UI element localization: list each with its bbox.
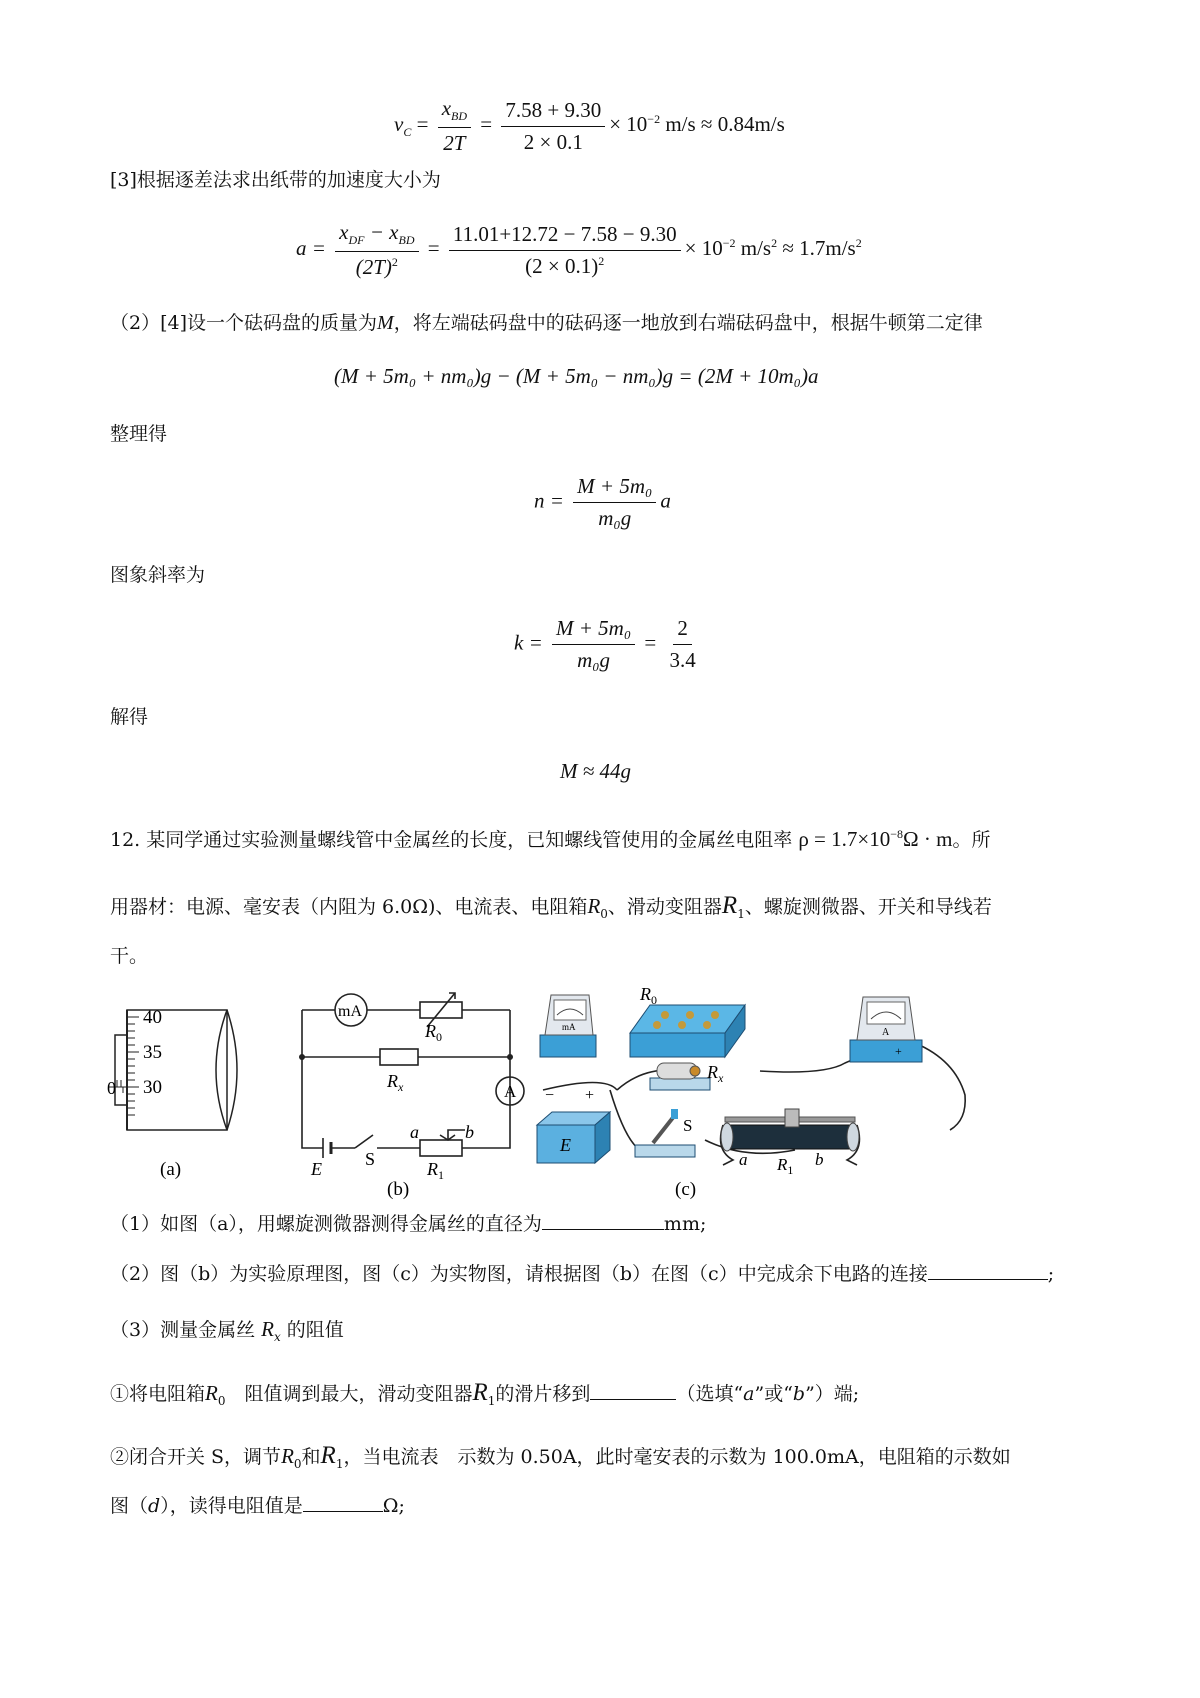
sub-q3-var: R (261, 1317, 274, 1341)
figure-panel (105, 975, 1045, 1205)
step-2-a: ②闭合开关 S，调节 (110, 1446, 282, 1468)
step-2-cont-c: Ω; (382, 1495, 405, 1517)
q12-rho-sup: −8 (890, 827, 904, 841)
eq-a-lhs: a = (296, 235, 326, 260)
caption-c: (c) (675, 1179, 697, 1200)
eq-vc-frac1 (438, 96, 471, 156)
equation-vc: $v_C$ = $\frac{x_{BD}}{2T}$ = $\frac{7.58 + 9.30}{2 \times 0.1}$ × $10^{-2}$ m/s ≈ 0.84m/s (394, 96, 785, 156)
battery-plus: + (585, 1087, 595, 1104)
micrometer-zero: 0 (107, 1078, 116, 1098)
step-2-r1-sub: 1 (335, 1456, 344, 1471)
rx-label-text: R (387, 1071, 398, 1091)
eq-vc-f1-num: x (441, 96, 452, 120)
line-3: [3]根据逐差法求出纸带的加速度大小为 (110, 169, 441, 191)
eq-a-xbd-sub: BD (398, 233, 415, 248)
equation-n (534, 474, 671, 531)
sub-q1-blank[interactable] (542, 1229, 664, 1230)
eq-k-rden: 3.4 (669, 648, 696, 672)
eq-k-frac2 (665, 616, 699, 673)
rx-device (650, 1062, 724, 1090)
eq-a-approx-sup: 2 (855, 235, 862, 250)
rheostat-end-b: b (815, 1150, 824, 1169)
step-1-b: 阻值调到最大，滑动变阻器 (244, 1383, 473, 1405)
step-2 (110, 1440, 1011, 1473)
sub-q1 (110, 1212, 706, 1237)
eq-k-lhs: k = (514, 630, 543, 655)
eq-vc-f1-num-sub: BD (451, 109, 468, 124)
eq-n-frac (573, 474, 656, 531)
q12-l2-a: 用器材：电源、毫安表（内阻为 6.0Ω)、电流表、电阻箱 (110, 896, 588, 918)
eq-a-f1-den: (2T) (355, 255, 392, 280)
eq-vc-f2-den: 2 × 0.1 (523, 129, 583, 154)
q12-l2-r0-sub: 0 (600, 906, 608, 921)
q12-line-3: 干。 (110, 945, 149, 967)
q12-l2-c: 、螺旋测微器、开关和导线若 (744, 896, 992, 918)
step-1-r1: R (472, 1379, 488, 1406)
eq-vc-frac2 (501, 98, 605, 155)
eq-a-xdf: x (339, 220, 349, 244)
rheostat-r1-sub: 1 (787, 1163, 794, 1177)
r0-label-sub: 0 (436, 1030, 442, 1044)
step-1-r0: R (205, 1381, 218, 1405)
step-2-cont (110, 1494, 405, 1519)
step-1-c: 的滑片移到 (495, 1383, 591, 1405)
eq-n-den: m₀g (598, 506, 632, 530)
ammeter-label: A (504, 1082, 517, 1101)
r1-label-sub: 1 (438, 1168, 444, 1182)
step-2-c: ，当电流表 示数为 0.50A，此时毫安表的示数为 100.0mA，电阻箱的示数如 (343, 1446, 1011, 1468)
line-4 (110, 310, 983, 336)
eq-vc-tail: × 10 (609, 111, 648, 136)
sub-q2-blank[interactable] (928, 1279, 1048, 1280)
junction-left (299, 1054, 305, 1060)
caption-a: (a) (160, 1159, 182, 1180)
step-2-cont-d: d (148, 1495, 161, 1517)
step-2-cont-b: ），读得电阻值是 (160, 1495, 303, 1517)
r0-device-sub: 0 (651, 993, 657, 1007)
rx-label-sub: x (398, 1080, 404, 1094)
sub-q2-text: （2）图（b）为实验原理图，图（c）为实物图，请根据图（b）在图（c）中完成余下电路的连接 (110, 1263, 928, 1285)
step-2-cont-a: 图（ (110, 1495, 149, 1517)
end-b-label: b (465, 1122, 474, 1142)
switch-device-label: S (683, 1116, 693, 1135)
q12-l1-b: 。所 (952, 829, 991, 851)
sub-q2-end: ; (1047, 1263, 1055, 1285)
step-1-b-option: b (792, 1383, 806, 1405)
end-a-label: a (410, 1122, 419, 1142)
ammeter-device (850, 997, 922, 1062)
micrometer-tick-30: 30 (143, 1077, 162, 1098)
battery-device (537, 1087, 610, 1163)
battery-device-label: E (560, 1135, 571, 1155)
rheostat-r1-text: R (777, 1155, 788, 1174)
micrometer-figure (107, 1007, 237, 1180)
eq-a-tail: × 10 (684, 235, 723, 260)
ma-device-label: mA (562, 1022, 576, 1032)
circuit-labels (299, 1003, 517, 1200)
eq-a-f2-den: (2 × 0.1) (525, 253, 599, 278)
eq-a-xdf-sub: DF (348, 233, 365, 248)
sub-q1-unit: mm; (663, 1213, 707, 1235)
sub-q3-tail: 的阻值 (286, 1319, 344, 1341)
step-1-blank[interactable] (590, 1399, 676, 1400)
q12-line-1 (110, 826, 990, 853)
micrometer-tick-35: 35 (143, 1042, 162, 1063)
eq-a-tail-sup: −2 (722, 235, 736, 250)
rheostat-end-a: a (739, 1150, 748, 1169)
equation-M: M ≈ 44g (560, 759, 632, 783)
junction-right (507, 1054, 513, 1060)
step-2-r0: R (281, 1444, 294, 1468)
line-4-a: （2）[4]设一个砝码盘的质量为 (110, 312, 378, 334)
eq-a-unit-sup: 2 (771, 235, 778, 250)
rx-device-sub: x (718, 1071, 724, 1085)
step-1-r0-sub: 0 (217, 1393, 226, 1408)
eq-a-xbd: − x (364, 220, 399, 244)
step-2-b: 和 (301, 1446, 321, 1468)
eq-k-frac1 (552, 616, 635, 673)
eq-vc-lhs: v (394, 111, 404, 136)
step-2-blank[interactable] (303, 1511, 383, 1512)
step-1-r1-sub: 1 (487, 1393, 496, 1408)
eq-a-unit: m/s (740, 235, 772, 260)
r0-device-label (639, 984, 657, 1007)
battery-label: E (311, 1159, 322, 1179)
eq-a-f2-num: 11.01+12.72 − 7.58 − 9.30 (449, 222, 681, 251)
rx-label (386, 1071, 404, 1094)
rx-device-label (706, 1062, 724, 1085)
q12-rho: ρ = 1.7×10 (798, 827, 891, 851)
q12-l2-r1: R (721, 892, 738, 919)
q12-l2-b: 、滑动变阻器 (607, 896, 722, 918)
battery-minus: − (545, 1087, 555, 1104)
r1-label-text: R (427, 1159, 438, 1179)
xielv-label: 图象斜率为 (110, 564, 206, 586)
step-1 (110, 1377, 859, 1410)
eq-vc-tail-sup: −2 (647, 111, 661, 126)
eq-vc-result: m/s ≈ 0.84m/s (665, 111, 785, 136)
step-2-r1: R (320, 1442, 336, 1469)
q12-l2-r0: R (587, 894, 601, 918)
rheostat-r1-label (776, 1155, 793, 1177)
q12-l2-r1-sub: 1 (737, 906, 745, 921)
jiede-label: 解得 (110, 706, 149, 728)
eq-k-num: M + 5m₀ (552, 616, 635, 645)
q12-rho-unit: Ω · m (903, 827, 953, 851)
ammeter-plus: + (895, 1044, 902, 1058)
step-1-f: ”）端; (805, 1383, 860, 1405)
milliammeter-label: mA (338, 1003, 362, 1020)
rheostat-device (721, 1109, 860, 1177)
zhengli-label: 整理得 (110, 423, 168, 445)
step-1-a: ①将电阻箱 (110, 1383, 206, 1405)
caption-b: (b) (387, 1179, 410, 1200)
resistance-box-device (630, 984, 745, 1057)
r1-label (426, 1159, 444, 1182)
sub-q1-text: （1）如图（a），用螺旋测微器测得金属丝的直径为 (110, 1213, 542, 1235)
sub-q3-var-sub: x (273, 1329, 281, 1344)
eq-vc-lhs-sub: C (403, 125, 412, 140)
eq-k-rnum: 2 (673, 616, 692, 645)
r0-label (424, 1021, 442, 1044)
milliammeter-device (540, 995, 596, 1057)
eq-k-den: m₀g (577, 648, 611, 672)
eq-vc-f2-num: 7.58 + 9.30 (501, 98, 605, 127)
eq-a-frac1 (335, 220, 418, 280)
a-device-label: A (882, 1027, 890, 1038)
eq-n-tail: a (660, 488, 671, 513)
eq-n-lhs: n = (534, 488, 564, 513)
eq-a-approx: ≈ 1.7m/s (782, 235, 856, 260)
eq-a-f1-den-sup: 2 (391, 255, 398, 270)
step-2-r0-sub: 0 (293, 1456, 302, 1471)
step-1-a-option: a (743, 1383, 755, 1405)
r0-label-text: R (425, 1021, 436, 1041)
r0-device-text: R (640, 984, 651, 1004)
equation-a: a = $\frac{x_{DF} - x_{BD}}{(2T)^2}$ = $\frac{11.01+12.72 - 7.58 - 9.30}{(2 \times 0.1)^2}$ × $10^{-2}$ $m/s^2 \approx 1.7m/s^2$ (296, 220, 862, 280)
micrometer-tick-40: 40 (143, 1007, 162, 1028)
equation-newton: (M + 5m₀ + nm₀)g − (M + 5m₀ − nm₀)g = (2M + 10m₀)a (334, 364, 819, 388)
switch-device (635, 1109, 695, 1157)
eq-vc-f1-den: 2T (443, 131, 466, 156)
apparatus-figure (537, 984, 965, 1200)
q12-l1-a: 12. 某同学通过实验测量螺线管中金属丝的长度，已知螺线管使用的金属丝电阻率 (110, 829, 793, 851)
sub-q2 (110, 1262, 1054, 1287)
sub-q3-text: （3）测量金属丝 (110, 1319, 256, 1341)
sub-q3 (110, 1316, 344, 1345)
line-4-b: ，将左端砝码盘中的砝码逐一地放到右端砝码盘中，根据牛顿第二定律 (393, 312, 983, 334)
equation-k: k = $\frac{\text{M + 5m₀}}{\text{m₀g}}$ = $\frac{2}{3.4}$ (514, 616, 704, 673)
rx-device-text: R (707, 1062, 718, 1082)
eq-n-num: M + 5m₀ (573, 474, 656, 503)
step-1-e: ”或“ (754, 1383, 793, 1405)
q12-line-2 (110, 890, 992, 923)
step-1-d: （选填“ (676, 1383, 744, 1405)
switch-label: S (365, 1149, 376, 1169)
eq-a-f2-den-sup: 2 (598, 253, 605, 268)
line-4-var: M (377, 312, 394, 334)
eq-a-frac2 (449, 222, 681, 279)
